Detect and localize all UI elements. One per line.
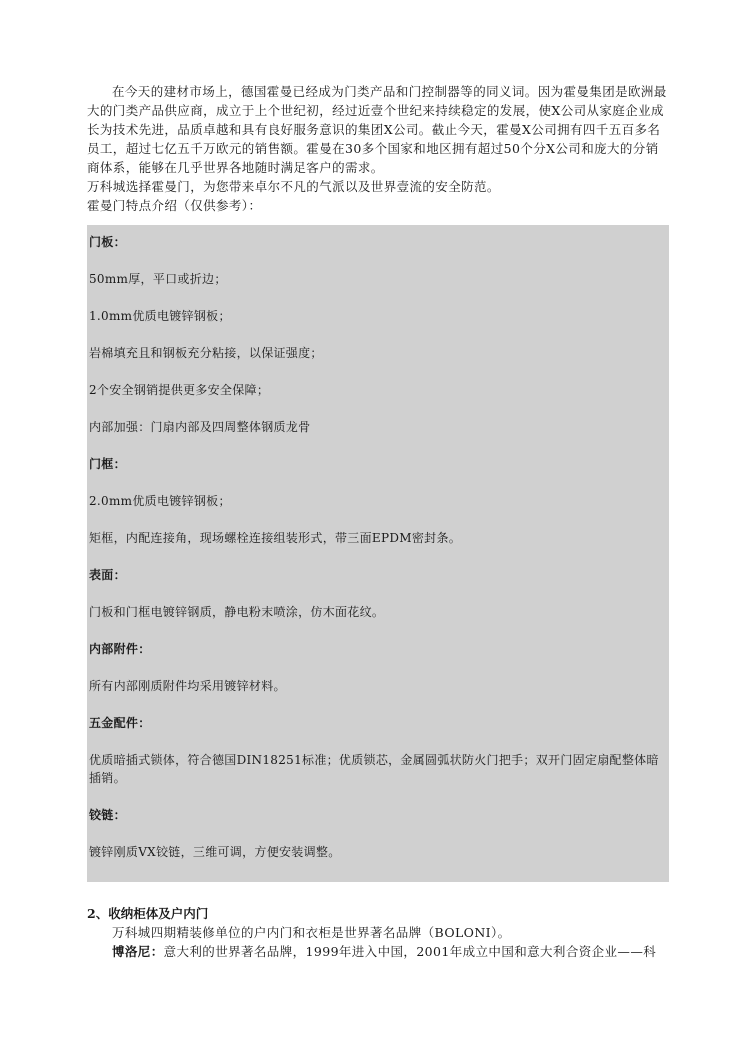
hinge-heading: 铰链： (89, 808, 126, 822)
door-panel-heading: 门板： (89, 235, 126, 249)
surface-item: 门板和门框电镀锌钢质，静电粉末喷涂，仿木面花纹。 (89, 605, 385, 619)
door-frame-heading: 门框： (89, 457, 126, 471)
boloni-paragraph (87, 942, 669, 961)
door-panel-item: 50mm厚，平口或折边； (89, 272, 227, 286)
hardware-item: 优质暗插式锁体，符合德国DIN18251标准；优质锁芯，金属圆弧状防火门把手；双开门固定扇配整体暗插销。 (89, 753, 659, 785)
door-frame-item: 2.0mm优质电镀锌钢板； (89, 494, 231, 508)
intro-choice-line: 万科城选择霍曼门，为您带来卓尔不凡的气派以及世界壹流的安全防范。 (87, 179, 500, 194)
hardware-heading: 五金配件： (89, 716, 151, 730)
hinge-item: 镀锌刚质VX铰链，三维可调，方便安装调整。 (89, 845, 341, 859)
internal-fittings-heading: 内部附件： (89, 642, 151, 656)
door-frame-item: 矩框，内配连接角，现场螺栓连接组装形式，带三面EPDM密封条。 (89, 531, 462, 545)
boloni-label: 博洛尼： (112, 944, 164, 959)
door-panel-item: 内部加强：门扇内部及四周整体钢质龙骨 (89, 420, 311, 434)
intro-paragraph: 在今天的建材市场上，德国霍曼已经成为门类产品和门控制器等的同义词。因为霍曼集团是欧洲最大的门类产品供应商，成立于上个世纪初，经过近壹个世纪来持续稳定的发展，使X公司从家庭企业成长为技术先进，品质卓越和具有良好服务意识的集团X公司。截止今天，霍曼X公司拥有四千五百多名员工，超过七亿五千万欧元的销售额。霍曼在30多个国家和地区拥有超过50个分X公司和庞大的分销商体系，能够在几乎世界各地随时满足客户的需求。 (87, 84, 667, 175)
surface-heading: 表面： (89, 568, 126, 582)
boloni-text: 意大利的世界著名品牌，1999年进入中国，2001年成立中国和意大利合资企业——科 (163, 944, 657, 959)
section-2 (87, 904, 669, 961)
door-panel-item: 2个安全钢销提供更多安全保障； (89, 383, 270, 397)
features-intro-line: 霍曼门特点介绍（仅供参考）： (87, 198, 262, 213)
section-2-paragraph: 万科城四期精装修单位的户内门和衣柜是世界著名品牌（BOLONI）。 (112, 925, 511, 940)
spec-block (87, 225, 669, 882)
document-page (87, 82, 669, 961)
internal-fittings-item: 所有内部刚质附件均采用镀锌材料。 (89, 679, 286, 693)
door-panel-item: 1.0mm优质电镀锌钢板； (89, 309, 231, 323)
section-2-title: 2、收纳柜体及户内门 (87, 906, 209, 921)
door-panel-item: 岩棉填充且和钢板充分粘接，以保证强度； (89, 346, 323, 360)
